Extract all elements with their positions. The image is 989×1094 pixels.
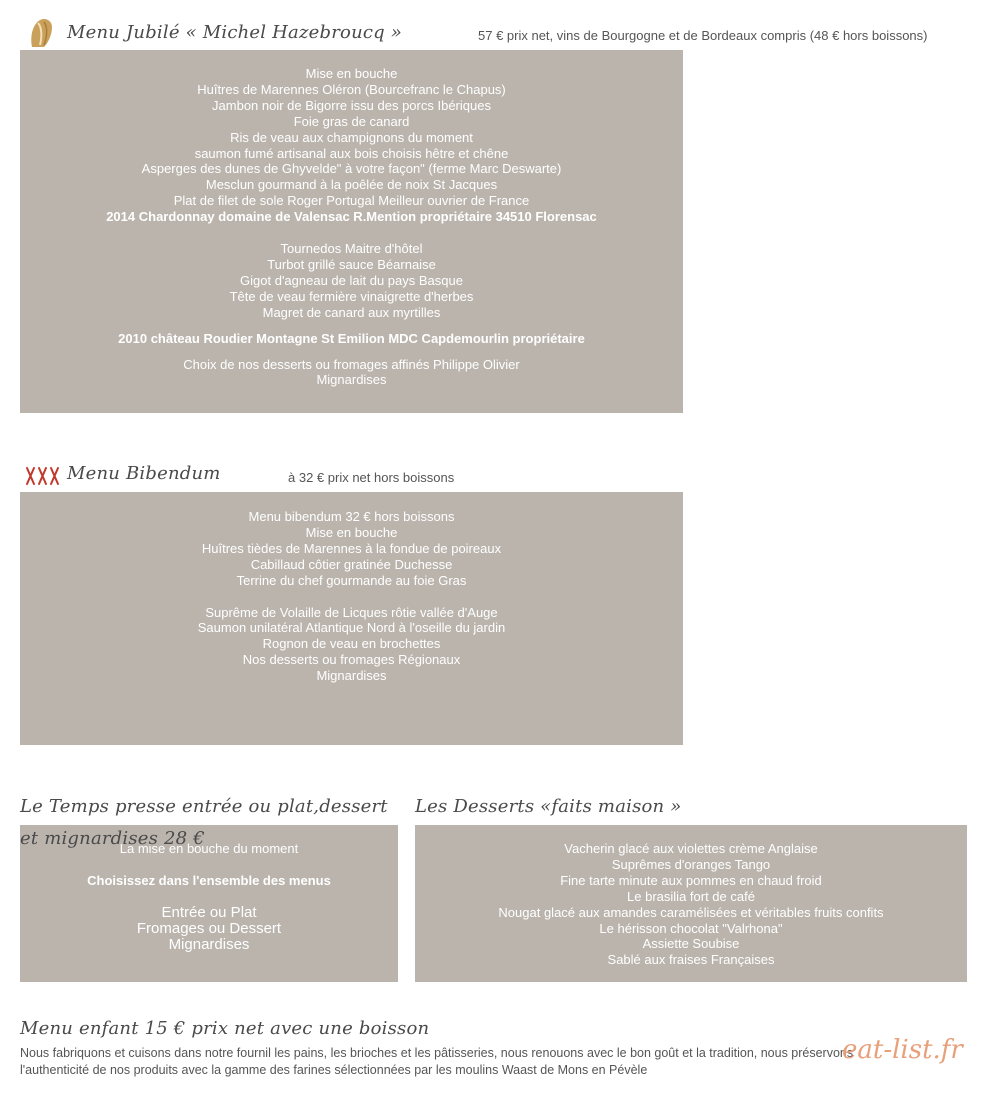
enfant-text <box>20 1045 970 1078</box>
jubile-menu-item: saumon fumé artisanal aux bois choisis hêtre et chêne <box>194 145 509 161</box>
bibendum-menu-item: Mise en bouche <box>305 524 398 540</box>
enfant-text-line1: Nous fabriquons et cuisons dans notre fournil les pains, les brioches et les pâtisseries, nous renouons avec le bon goût et la tradition, nous préservons <box>20 1046 854 1060</box>
jubile-menu-item: Mise en bouche <box>305 66 398 81</box>
jubile-main-item: Magret de canard aux myrtilles <box>262 304 441 320</box>
bibendum-menu-item: Cabillaud côtier gratinée Duchesse <box>250 556 453 572</box>
jubile-main-item: Tournedos Maitre d'hôtel <box>280 241 423 257</box>
jubile-menu-item: Jambon noir de Bigorre issu des porcs Ibériques <box>212 97 491 113</box>
desserts-title: Les Desserts «faits maison » <box>415 796 682 817</box>
dessert-item: Assiette Soubise <box>642 936 740 952</box>
bibendum-menu-item: Nos desserts ou fromages Régionaux <box>242 652 461 668</box>
desserts-menu-box <box>415 825 967 982</box>
cutlery-icon <box>24 465 62 487</box>
dessert-item: Le hérisson chocolat "Valrhona" <box>599 920 783 936</box>
temps-choice-item: Entrée ou Plat <box>161 903 257 921</box>
jubile-menu-item: Plat de filet de sole Roger Portugal Meilleur ouvrier de France <box>173 193 530 209</box>
jubile-menu-item: Ris de veau aux champignons du moment <box>230 129 473 145</box>
jubile-wine-white: 2014 Chardonnay domaine de Valensac R.Mention propriétaire 34510 Florensac <box>106 209 597 225</box>
watermark: eat-list.fr <box>842 1035 963 1065</box>
bibendum-menu-item: Rognon de veau en brochettes <box>262 636 441 652</box>
dessert-item: Vacherin glacé aux violettes crème Anglaise <box>564 841 818 856</box>
bibendum-menu-item: Suprême de Volaille de Licques rôtie vallée d'Auge <box>205 604 498 620</box>
bibendum-menu-item: Menu bibendum 32 € hors boissons <box>248 509 455 524</box>
dessert-item: Fine tarte minute aux pommes en chaud froid <box>560 872 822 888</box>
jubile-menu-box <box>20 50 683 413</box>
temps-title-line2: et mignardises 28 € <box>20 828 205 849</box>
bibendum-menu-item: Huîtres tièdes de Marennes à la fondue de poireaux <box>201 540 502 556</box>
enfant-text-line2: l'authenticité de nos produits avec la gamme des farines sélectionnées par les moulins Waast de Mons en Pévèle <box>20 1062 648 1077</box>
jubile-menu-item: Huîtres de Marennes Oléron (Bourcefranc le Chapus) <box>197 81 506 97</box>
jubile-price: 57 € prix net, vins de Bourgogne et de Bordeaux compris (48 € hors boissons) <box>478 28 928 43</box>
bibendum-menu-item: Terrine du chef gourmande au foie Gras <box>236 572 467 588</box>
bibendum-menu-item: Saumon unilatéral Atlantique Nord à l'oseille du jardin <box>197 620 506 636</box>
temps-line: La mise en bouche du moment <box>119 841 299 856</box>
bread-icon <box>28 17 56 49</box>
jubile-main-item: Gigot d'agneau de lait du pays Basque <box>240 272 463 288</box>
dessert-item: Suprêmes d'oranges Tango <box>611 856 771 872</box>
temps-bold-line: Choisissez dans l'ensemble des menus <box>87 872 331 888</box>
dessert-item: Le brasilia fort de café <box>627 888 755 904</box>
bibendum-menu-box <box>20 492 683 745</box>
jubile-title: Menu Jubilé « Michel Hazebroucq » <box>67 22 402 43</box>
temps-title-line1: Le Temps presse entrée ou plat,dessert <box>20 796 388 817</box>
dessert-item: Sablé aux fraises Françaises <box>607 952 775 968</box>
jubile-dessert-item: Mignardises <box>316 372 387 388</box>
bibendum-menu-item: Mignardises <box>316 668 387 684</box>
jubile-main-item: Turbot grillé sauce Béarnaise <box>267 256 436 272</box>
temps-choice-item: Fromages ou Dessert <box>136 919 282 937</box>
bibendum-price: à 32 € prix net hors boissons <box>288 470 455 485</box>
temps-choice-item: Mignardises <box>168 935 250 953</box>
jubile-dessert-item: Choix de nos desserts ou fromages affinés Philippe Olivier <box>183 356 520 372</box>
enfant-title: Menu enfant 15 € prix net avec une boisson <box>20 1018 430 1039</box>
jubile-wine-red: 2010 château Roudier Montagne St Emilion MDC Capdemourlin propriétaire <box>118 330 585 346</box>
jubile-menu-item: Foie gras de canard <box>293 113 410 129</box>
dessert-item: Nougat glacé aux amandes caramélisées et véritables fruits confits <box>498 904 884 920</box>
jubile-menu-item: Mesclun gourmand à la poêlée de noix St Jacques <box>205 177 498 193</box>
bibendum-title: Menu Bibendum <box>67 463 221 484</box>
jubile-main-item: Tête de veau fermière vinaigrette d'herbes <box>229 288 474 304</box>
jubile-menu-item: Asperges des dunes de Ghyvelde" à votre façon" (ferme Marc Deswarte) <box>141 161 562 177</box>
